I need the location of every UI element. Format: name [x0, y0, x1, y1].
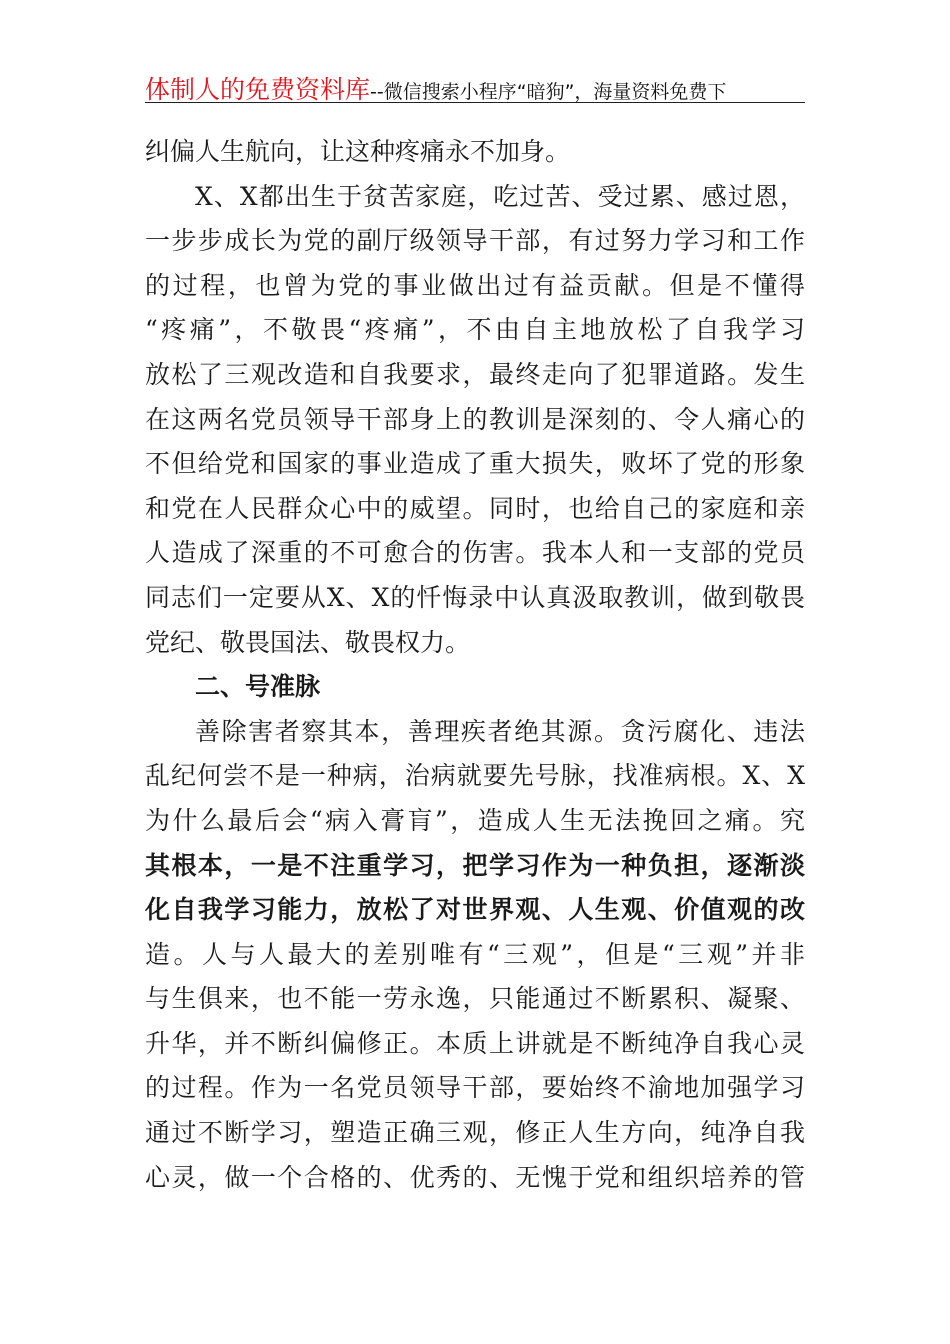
- text-line: 通过不断学习，塑造正确三观，修正人生方向，纯净自我: [145, 1118, 805, 1148]
- document-body: [145, 130, 805, 1200]
- text-line: 造。人与人最大的差别唯有“三观”，但是“三观”并非: [145, 939, 805, 969]
- text-line: 的过程。作为一名党员领导干部，要始终不渝地加强学习: [145, 1073, 805, 1103]
- header-brand: 体制人的免费资料库: [145, 75, 371, 104]
- text-line: 化自我学习能力，放松了对世界观、人生观、价值观的改: [145, 895, 805, 925]
- text-line: 善除害者察其本，善理疾者绝其源。贪污腐化、违法: [195, 716, 805, 746]
- text-line: 纠偏人生航向，让这种疼痛永不加身。: [145, 137, 571, 166]
- text-line: 在这两名党员领导干部身上的教训是深刻的、令人痛心的: [145, 404, 805, 434]
- text-line: X、X都出生于贫苦家庭，吃过苦、受过累、感过恩，: [195, 181, 805, 211]
- text-line: 与生俱来，也不能一劳永逸，只能通过不断累积、凝聚、: [145, 984, 805, 1014]
- text-line: 乱纪何尝不是一种病，治病就要先号脉，找准病根。X、X: [145, 761, 805, 791]
- section-heading: 二、号准脉: [195, 672, 321, 702]
- text-line: “疼痛”，不敬畏“疼痛”，不由自主地放松了自我学习: [145, 315, 805, 345]
- header-tagline: --微信搜索小程序“暗狗”，海量资料免费下: [370, 81, 727, 103]
- watermark-header: [145, 70, 805, 103]
- text-line: 一步步成长为党的副厅级领导干部，有过努力学习和工作: [145, 226, 805, 256]
- text-line: 心灵，做一个合格的、优秀的、无愧于党和组织培养的管: [145, 1162, 805, 1192]
- text-line: 同志们一定要从X、X的忏悔录中认真汲取教训，做到敬畏: [145, 582, 805, 612]
- text-line: 和党在人民群众心中的威望。同时，也给自己的家庭和亲: [145, 493, 805, 523]
- text-line: 党纪、敬畏国法、敬畏权力。: [145, 627, 471, 657]
- text-line: 其根本，一是不注重学习，把学习作为一种负担，逐渐淡: [145, 850, 805, 880]
- text-line: 升华，并不断纠偏修正。本质上讲就是不断纯净自我心灵: [145, 1028, 805, 1058]
- text-line: 为什么最后会“病入膏肓”，造成人生无法挽回之痛。究: [145, 805, 805, 835]
- text-line: 放松了三观改造和自我要求，最终走向了犯罪道路。发生: [145, 359, 805, 389]
- text-line: 人造成了深重的不可愈合的伤害。我本人和一支部的党员: [145, 538, 805, 568]
- text-line: 不但给党和国家的事业造成了重大损失，败坏了党的形象: [145, 449, 805, 479]
- text-line: 的过程，也曾为党的事业做出过有益贡献。但是不懂得: [145, 270, 805, 300]
